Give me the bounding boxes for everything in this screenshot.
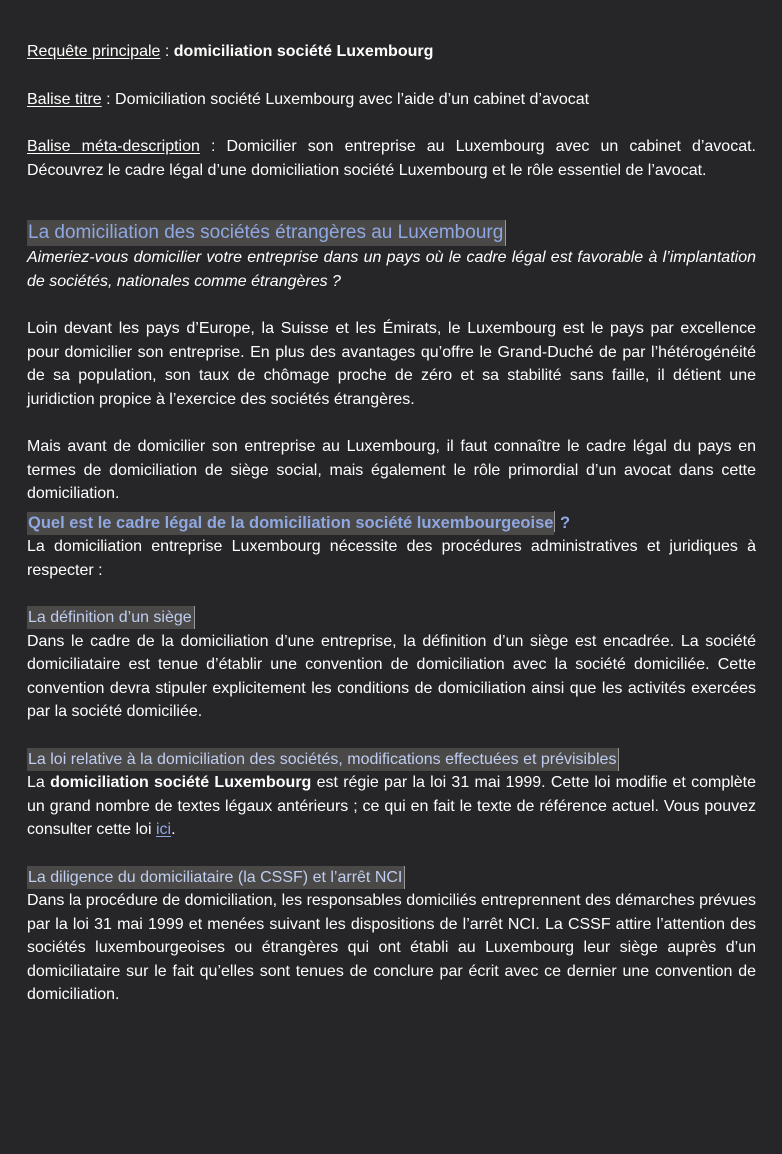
section-2-text-start: La xyxy=(27,774,51,791)
main-query-value: domiciliation société Luxembourg xyxy=(173,43,434,60)
title-tag-line xyxy=(27,88,756,112)
section-1-text: Dans le cadre de la domiciliation d’une entreprise, la définition d’un siège est encadrée. La société domiciliataire est tenue d’établir une convention de domiciliation avec la société domiciliée. Cette convention devra stipuler explicitement les conditions de domiciliation ainsi que les activités exercées par la société domiciliée. xyxy=(27,632,756,720)
section-3-text: Dans la procédure de domiciliation, les responsables domiciliés entreprennent des démarches prévues par la loi 31 mai 1999 et menées suivant les dispositions de l’arrêt NCI. La CSSF attire l’attention des sociétés luxembourgeoises ou étrangères qui ont établi au Luxembourg leur siège auprès d’un domiciliataire sur le fait qu’elles sont tenues de conclure par écrit avec ce dernier une convention de domiciliation. xyxy=(27,892,756,1003)
section-2-text-middle: est régie par la loi 31 mai 1999. Cette loi modifie et complète un grand nombre de textes légaux antérieurs ; ce qui en fait le texte de référence actuel. Vous pouvez consulter cette loi xyxy=(27,774,757,838)
section-2-text xyxy=(27,771,756,842)
section-2-title: La loi relative à la domiciliation des sociétés, modifications effectuées et prévisibles xyxy=(27,748,619,771)
section-2-bold-keyword: domiciliation société Luxembourg xyxy=(50,774,312,791)
title-tag-separator: : xyxy=(101,90,116,108)
title-tag-label: Balise titre xyxy=(27,90,102,108)
article-heading-2-tail: ? xyxy=(555,513,571,532)
paragraph-advantages: Loin devant les pays d’Europe, la Suisse et les Émirats, le Luxembourg est le pays par excellence pour domicilier son entreprise. En plus des avantages qu’offre le Grand-Duché de par l’hétérogénéité de sa population, son taux de chômage proche de zéro et sa stabilité sans faille, il détient une juridiction propice à l’exercice des sociétés étrangères. xyxy=(27,320,756,408)
meta-description-label: Balise méta-description xyxy=(27,138,200,155)
section-3-heading xyxy=(27,866,756,890)
section-2-text-end: . xyxy=(171,821,176,838)
section-1-heading xyxy=(27,606,756,630)
meta-description-separator: : xyxy=(199,138,227,155)
paragraph-legal-framework: Mais avant de domicilier son entreprise au Luxembourg, il faut connaître le cadre légal du pays en termes de domiciliation de siège social, mais également le rôle primordial d’un avocat dans cette domiciliation. xyxy=(27,438,756,502)
title-tag-value: Domiciliation société Luxembourg avec l’aide d’un cabinet d’avocat xyxy=(115,90,590,108)
article-heading-2 xyxy=(27,511,756,536)
law-link[interactable]: ici xyxy=(155,821,172,838)
main-query-label: Requête principale xyxy=(27,43,161,60)
main-query-separator: : xyxy=(160,43,174,60)
article-heading-1 xyxy=(27,220,756,246)
section-2-heading xyxy=(27,748,756,772)
intro-question: Aimeriez-vous domicilier votre entreprise dans un pays où le cadre légal est favorable à l’implantation de sociétés, nationales comme étrangères ? xyxy=(27,249,756,290)
section-3-title: La diligence du domiciliataire (la CSSF) et l’arrêt NCI xyxy=(27,866,405,889)
section-1-title: La définition d’un siège xyxy=(27,606,195,629)
article-heading-2-text: Quel est le cadre légal de la domiciliation société luxembourgeoise xyxy=(27,512,554,535)
meta-description-line xyxy=(27,135,756,182)
article-heading-1-text: La domiciliation des sociétés étrangères au Luxembourg xyxy=(27,220,506,246)
heading-2-intro: La domiciliation entreprise Luxembourg nécessite des procédures administratives et juridiques à respecter : xyxy=(27,538,756,579)
main-query-line xyxy=(27,40,756,64)
meta-description-value: Domicilier son entreprise au Luxembourg avec un cabinet d’avocat. Découvrez le cadre légal d’une domiciliation société Luxembourg et le rôle essentiel de l’avocat. xyxy=(27,138,756,179)
